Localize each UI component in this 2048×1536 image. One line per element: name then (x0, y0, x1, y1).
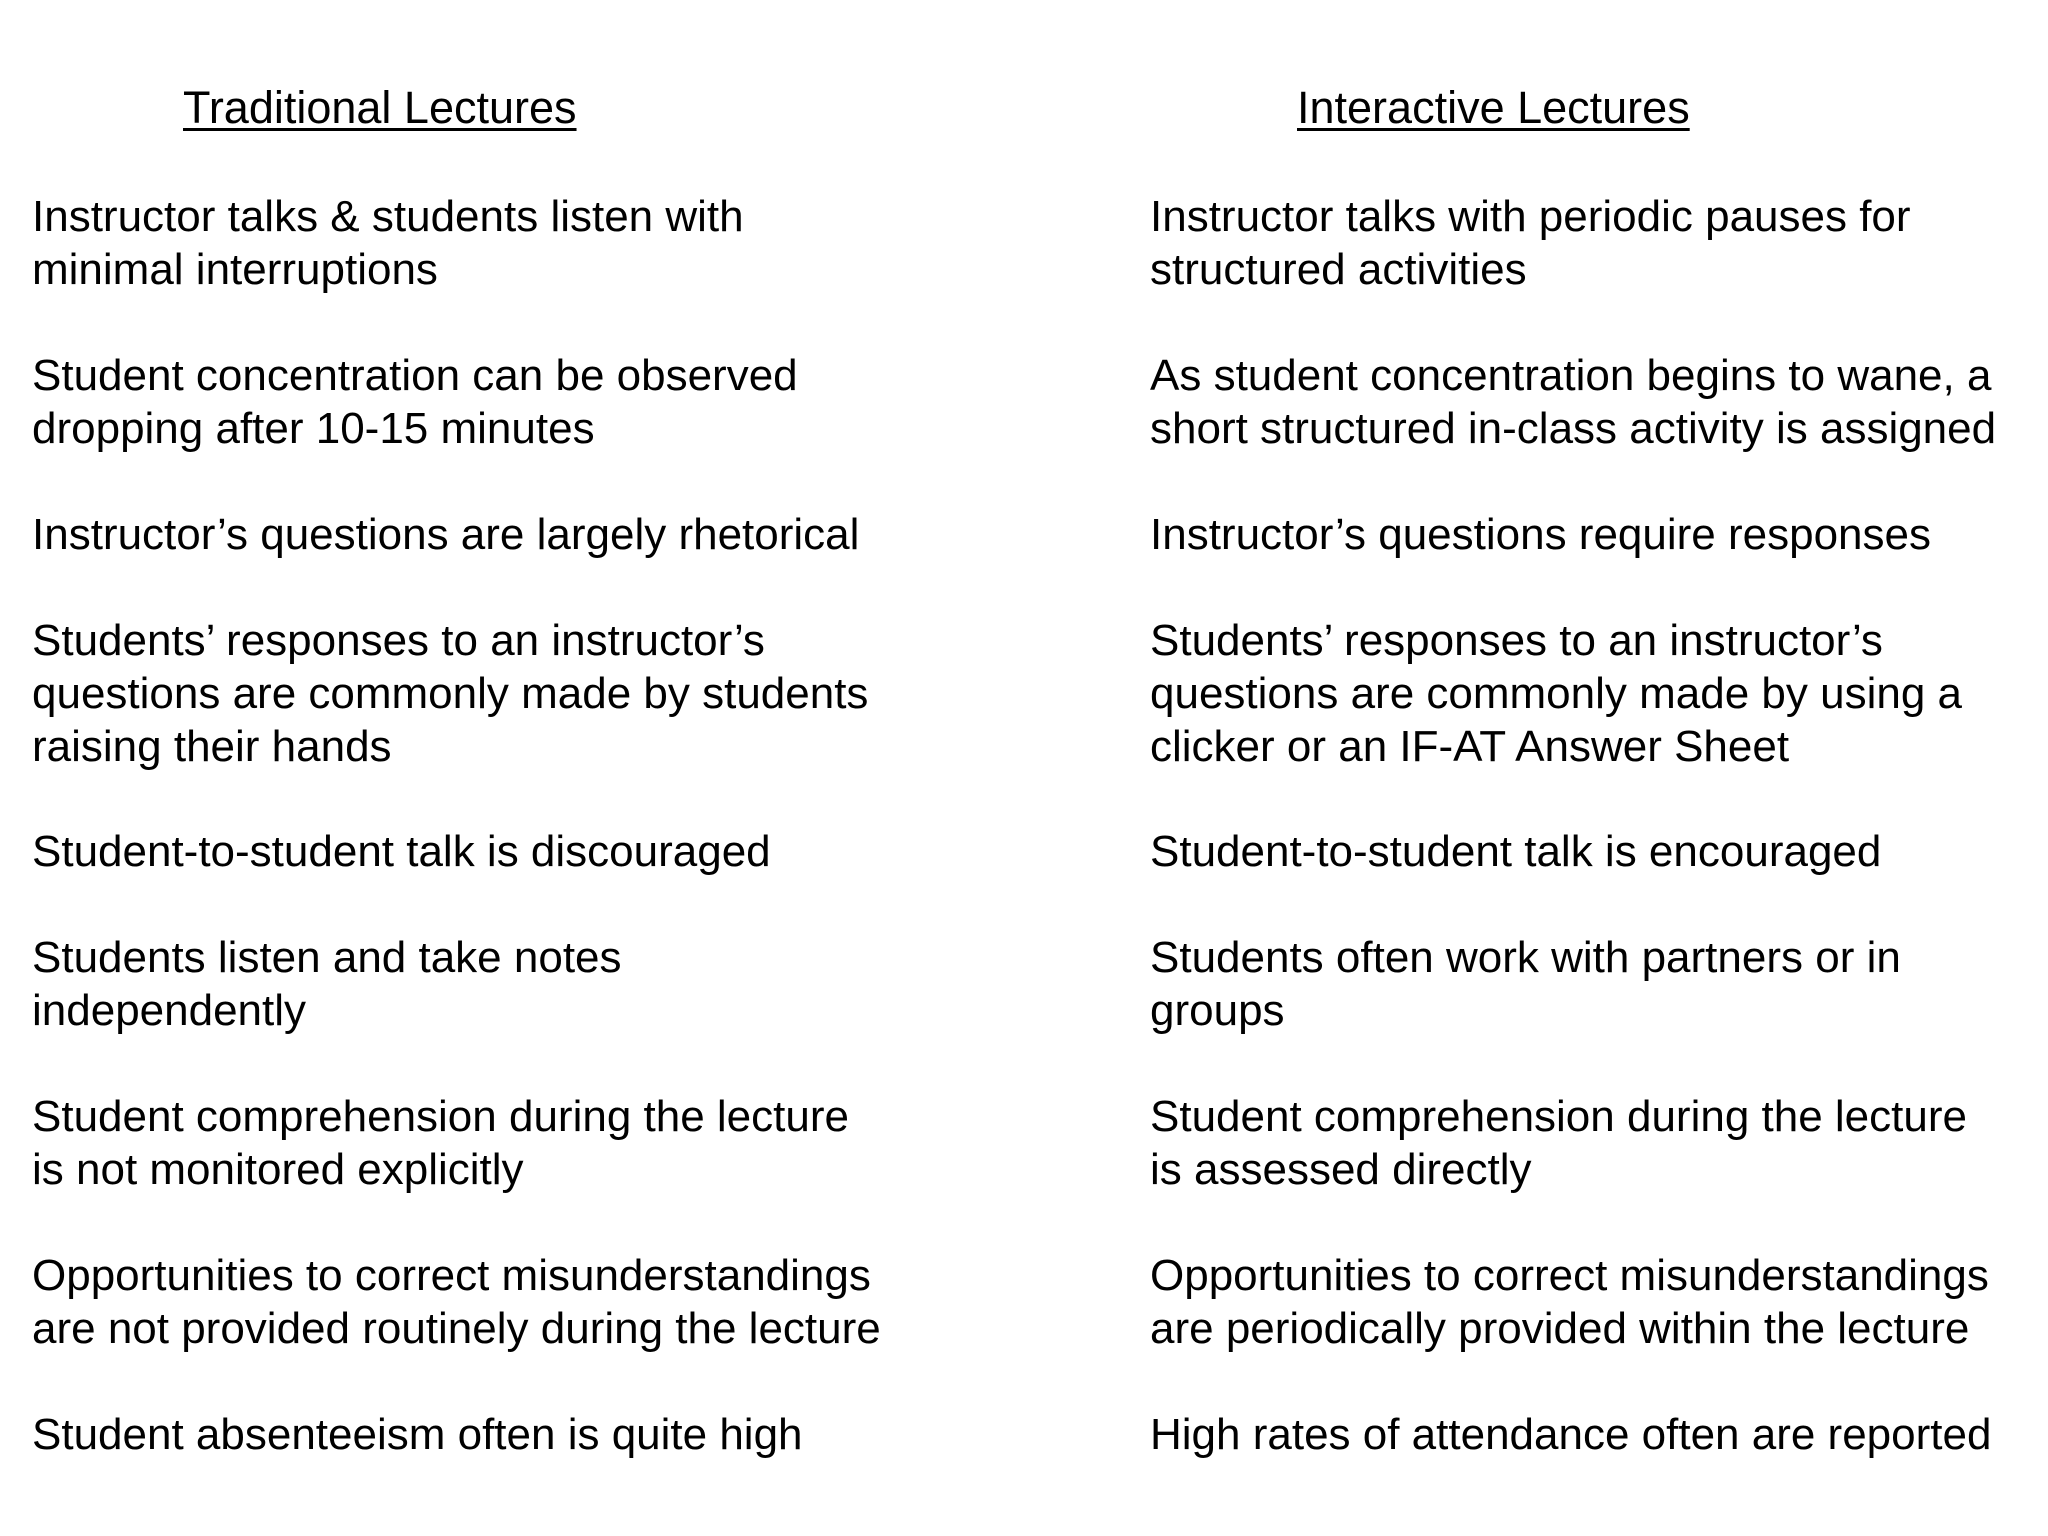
interactive-item (1150, 1090, 1967, 1196)
item-line: Opportunities to correct misunderstandings (32, 1251, 871, 1300)
item-line: Student comprehension during the lecture (32, 1092, 849, 1141)
item-line: questions are commonly made by students (32, 669, 869, 718)
traditional-item (32, 508, 859, 561)
item-line: structured activities (1150, 245, 1527, 294)
traditional-item (32, 349, 798, 455)
item-line: are not provided routinely during the lecture (32, 1304, 881, 1353)
item-line: Student-to-student talk is encouraged (1150, 827, 1882, 876)
item-line: dropping after 10-15 minutes (32, 404, 595, 453)
traditional-lectures-heading: Traditional Lectures (183, 82, 577, 133)
item-line: Students’ responses to an instructor’s (1150, 616, 1883, 665)
interactive-item (1150, 349, 1996, 455)
item-line: Students’ responses to an instructor’s (32, 616, 765, 665)
item-line: Students often work with partners or in (1150, 933, 1901, 982)
item-line: Students listen and take notes (32, 933, 622, 982)
traditional-item (32, 1408, 803, 1461)
item-line: independently (32, 986, 307, 1035)
interactive-item (1150, 1249, 1989, 1355)
item-line: short structured in-class activity is assigned (1150, 404, 1997, 453)
item-line: High rates of attendance often are reported (1150, 1410, 1992, 1459)
item-line: clicker or an IF-AT Answer Sheet (1150, 722, 1790, 771)
traditional-item (32, 825, 771, 878)
traditional-item (32, 931, 622, 1037)
traditional-item (32, 190, 744, 296)
item-line: Instructor talks with periodic pauses for (1150, 192, 1911, 241)
item-line: Instructor’s questions require responses (1150, 510, 1931, 559)
item-line: Instructor’s questions are largely rhetorical (32, 510, 860, 559)
interactive-item (1150, 190, 1911, 296)
item-line: raising their hands (32, 722, 392, 771)
interactive-item (1150, 614, 1962, 773)
traditional-item (32, 614, 868, 773)
item-line: questions are commonly made by using a (1150, 669, 1962, 718)
interactive-item (1150, 1408, 1991, 1461)
item-line: are periodically provided within the lecture (1150, 1304, 1970, 1353)
item-line: minimal interruptions (32, 245, 438, 294)
item-line: Student comprehension during the lecture (1150, 1092, 1967, 1141)
item-line: Student concentration can be observed (32, 351, 798, 400)
interactive-item (1150, 931, 1901, 1037)
interactive-item (1150, 825, 1881, 878)
item-line: Instructor talks & students listen with (32, 192, 744, 241)
item-line: is not monitored explicitly (32, 1145, 524, 1194)
traditional-item (32, 1090, 849, 1196)
item-line: is assessed directly (1150, 1145, 1532, 1194)
traditional-item (32, 1249, 881, 1355)
item-line: groups (1150, 986, 1285, 1035)
interactive-item (1150, 508, 1931, 561)
item-line: As student concentration begins to wane, a (1150, 351, 1992, 400)
item-line: Opportunities to correct misunderstandings (1150, 1251, 1989, 1300)
interactive-lectures-heading: Interactive Lectures (1297, 82, 1690, 133)
item-line: Student absenteeism often is quite high (32, 1410, 803, 1459)
item-line: Student-to-student talk is discouraged (32, 827, 771, 876)
